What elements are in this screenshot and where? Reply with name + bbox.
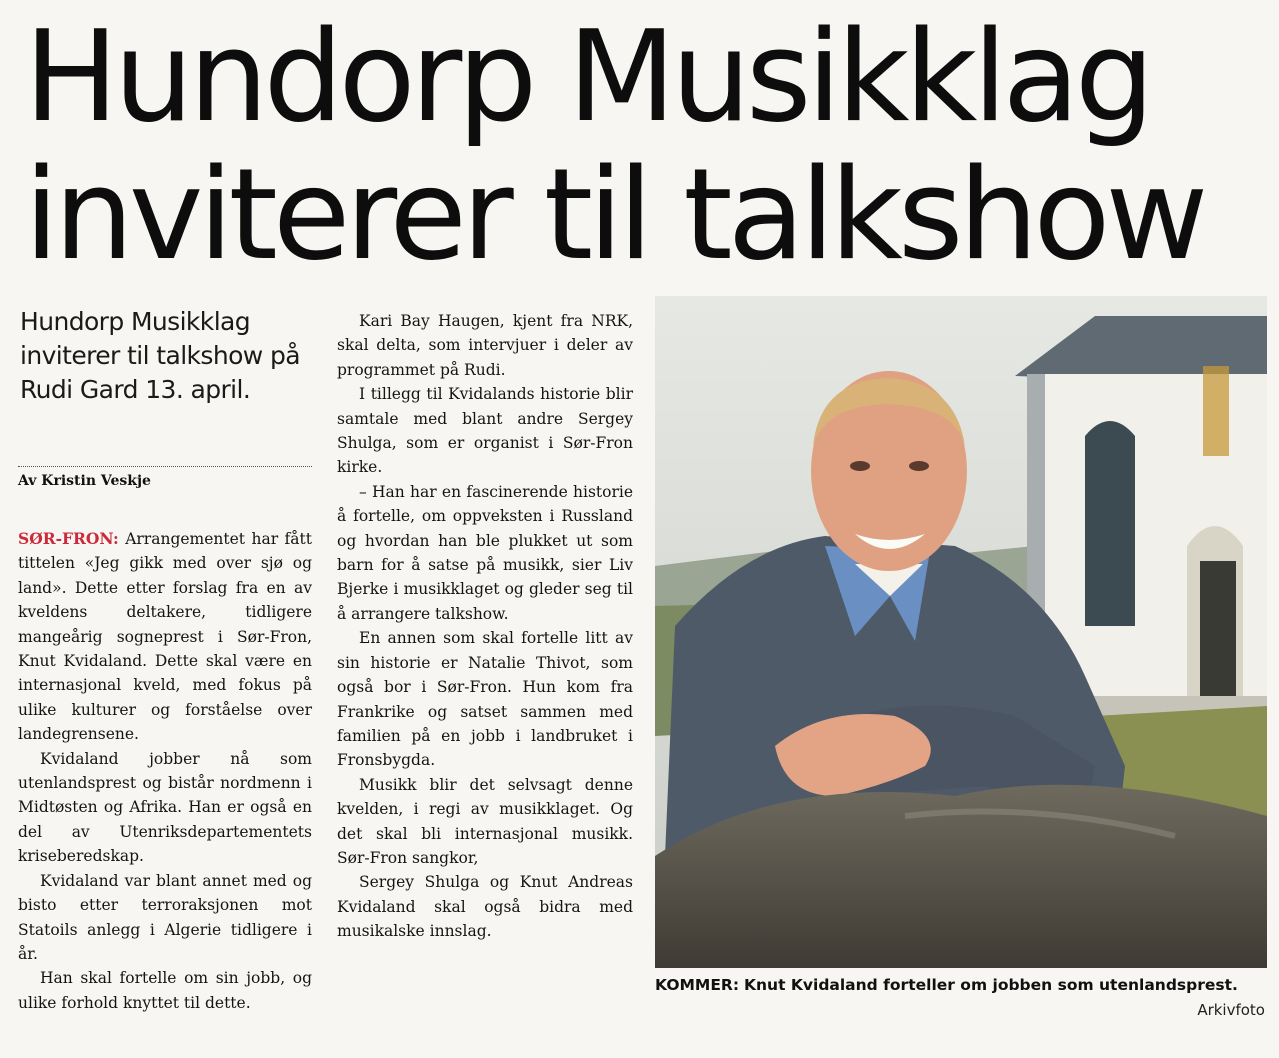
dateline-kicker: SØR-FRON: — [18, 529, 119, 548]
body-paragraph: Musikk blir det selvsagt denne kvelden, i regi av musikklaget. Og det skal bli internasjonal musikk. Sør-Fron sangkor, — [337, 775, 633, 867]
body-paragraph: Kvidaland jobber nå som utenlandsprest og bistår nordmenn i Midtøsten og Afrika. Han er også en del av Utenriksdepartementets kriseberedskap. — [18, 749, 312, 866]
photo-caption — [655, 974, 1267, 997]
caption-label: KOMMER: — [655, 976, 740, 994]
article-column-2 — [337, 309, 633, 944]
article-column-1 — [18, 527, 312, 1015]
byline: Av Kristin Veskje — [18, 466, 312, 489]
body-paragraph: Han skal fortelle om sin jobb, og ulike forhold knyttet til dette. — [18, 969, 312, 1012]
caption-text: Knut Kvidaland forteller om jobben som utenlandsprest. — [744, 976, 1238, 994]
body-paragraph: Kvidaland var blant annet med og bisto etter terroraksjonen mot Statoils anlegg i Algerie tidligere i år. — [18, 871, 312, 963]
article-photo — [655, 296, 1267, 968]
lead-paragraph: Hundorp Musikklag inviterer til talkshow på Rudi Gard 13. april. — [20, 307, 300, 404]
photo-illustration — [655, 296, 1267, 968]
headline-line-1: Hundorp Musikklag — [24, 3, 1150, 150]
body-paragraph: I tillegg til Kvidalands historie blir samtale med blant andre Sergey Shulga, som er organist i Sør-Fron kirke. — [337, 385, 633, 477]
body-text: Arrangementet har fått tittelen «Jeg gikk med over sjø og land». Dette etter forslag fra en av kveldens deltakere, tidligere mangeårig sogneprest i Sør-Fron, Knut Kvidaland. Dette skal være en internasjonal kveld, med fokus på ulike kulturer og forståelse over landegrensene. — [18, 530, 312, 744]
body-paragraph: – Han har en fascinerende historie å fortelle, om oppveksten i Russland og hvordan han ble plukket ut som barn for å satse på musikk, sier Liv Bjerke i musikklaget og gleder seg til å arrangere talkshow. — [337, 482, 633, 623]
photo-credit: Arkivfoto — [1197, 1001, 1265, 1019]
body-paragraph — [18, 527, 312, 747]
body-paragraph: Kari Bay Haugen, kjent fra NRK, skal delta, som intervjuer i deler av programmet på Rudi. — [337, 312, 633, 379]
body-paragraph: Sergey Shulga og Knut Andreas Kvidaland skal også bidra med musikalske innslag. — [337, 873, 633, 941]
headline — [24, 3, 1264, 288]
body-paragraph: En annen som skal fortelle litt av sin historie er Natalie Thivot, som også bor i Sør-Fron. Hun kom fra Frankrike og satset sammen med familien på en jobb i landbruket i Fronsbygda. — [337, 629, 633, 770]
headline-line-2: inviterer til talkshow — [24, 141, 1204, 288]
